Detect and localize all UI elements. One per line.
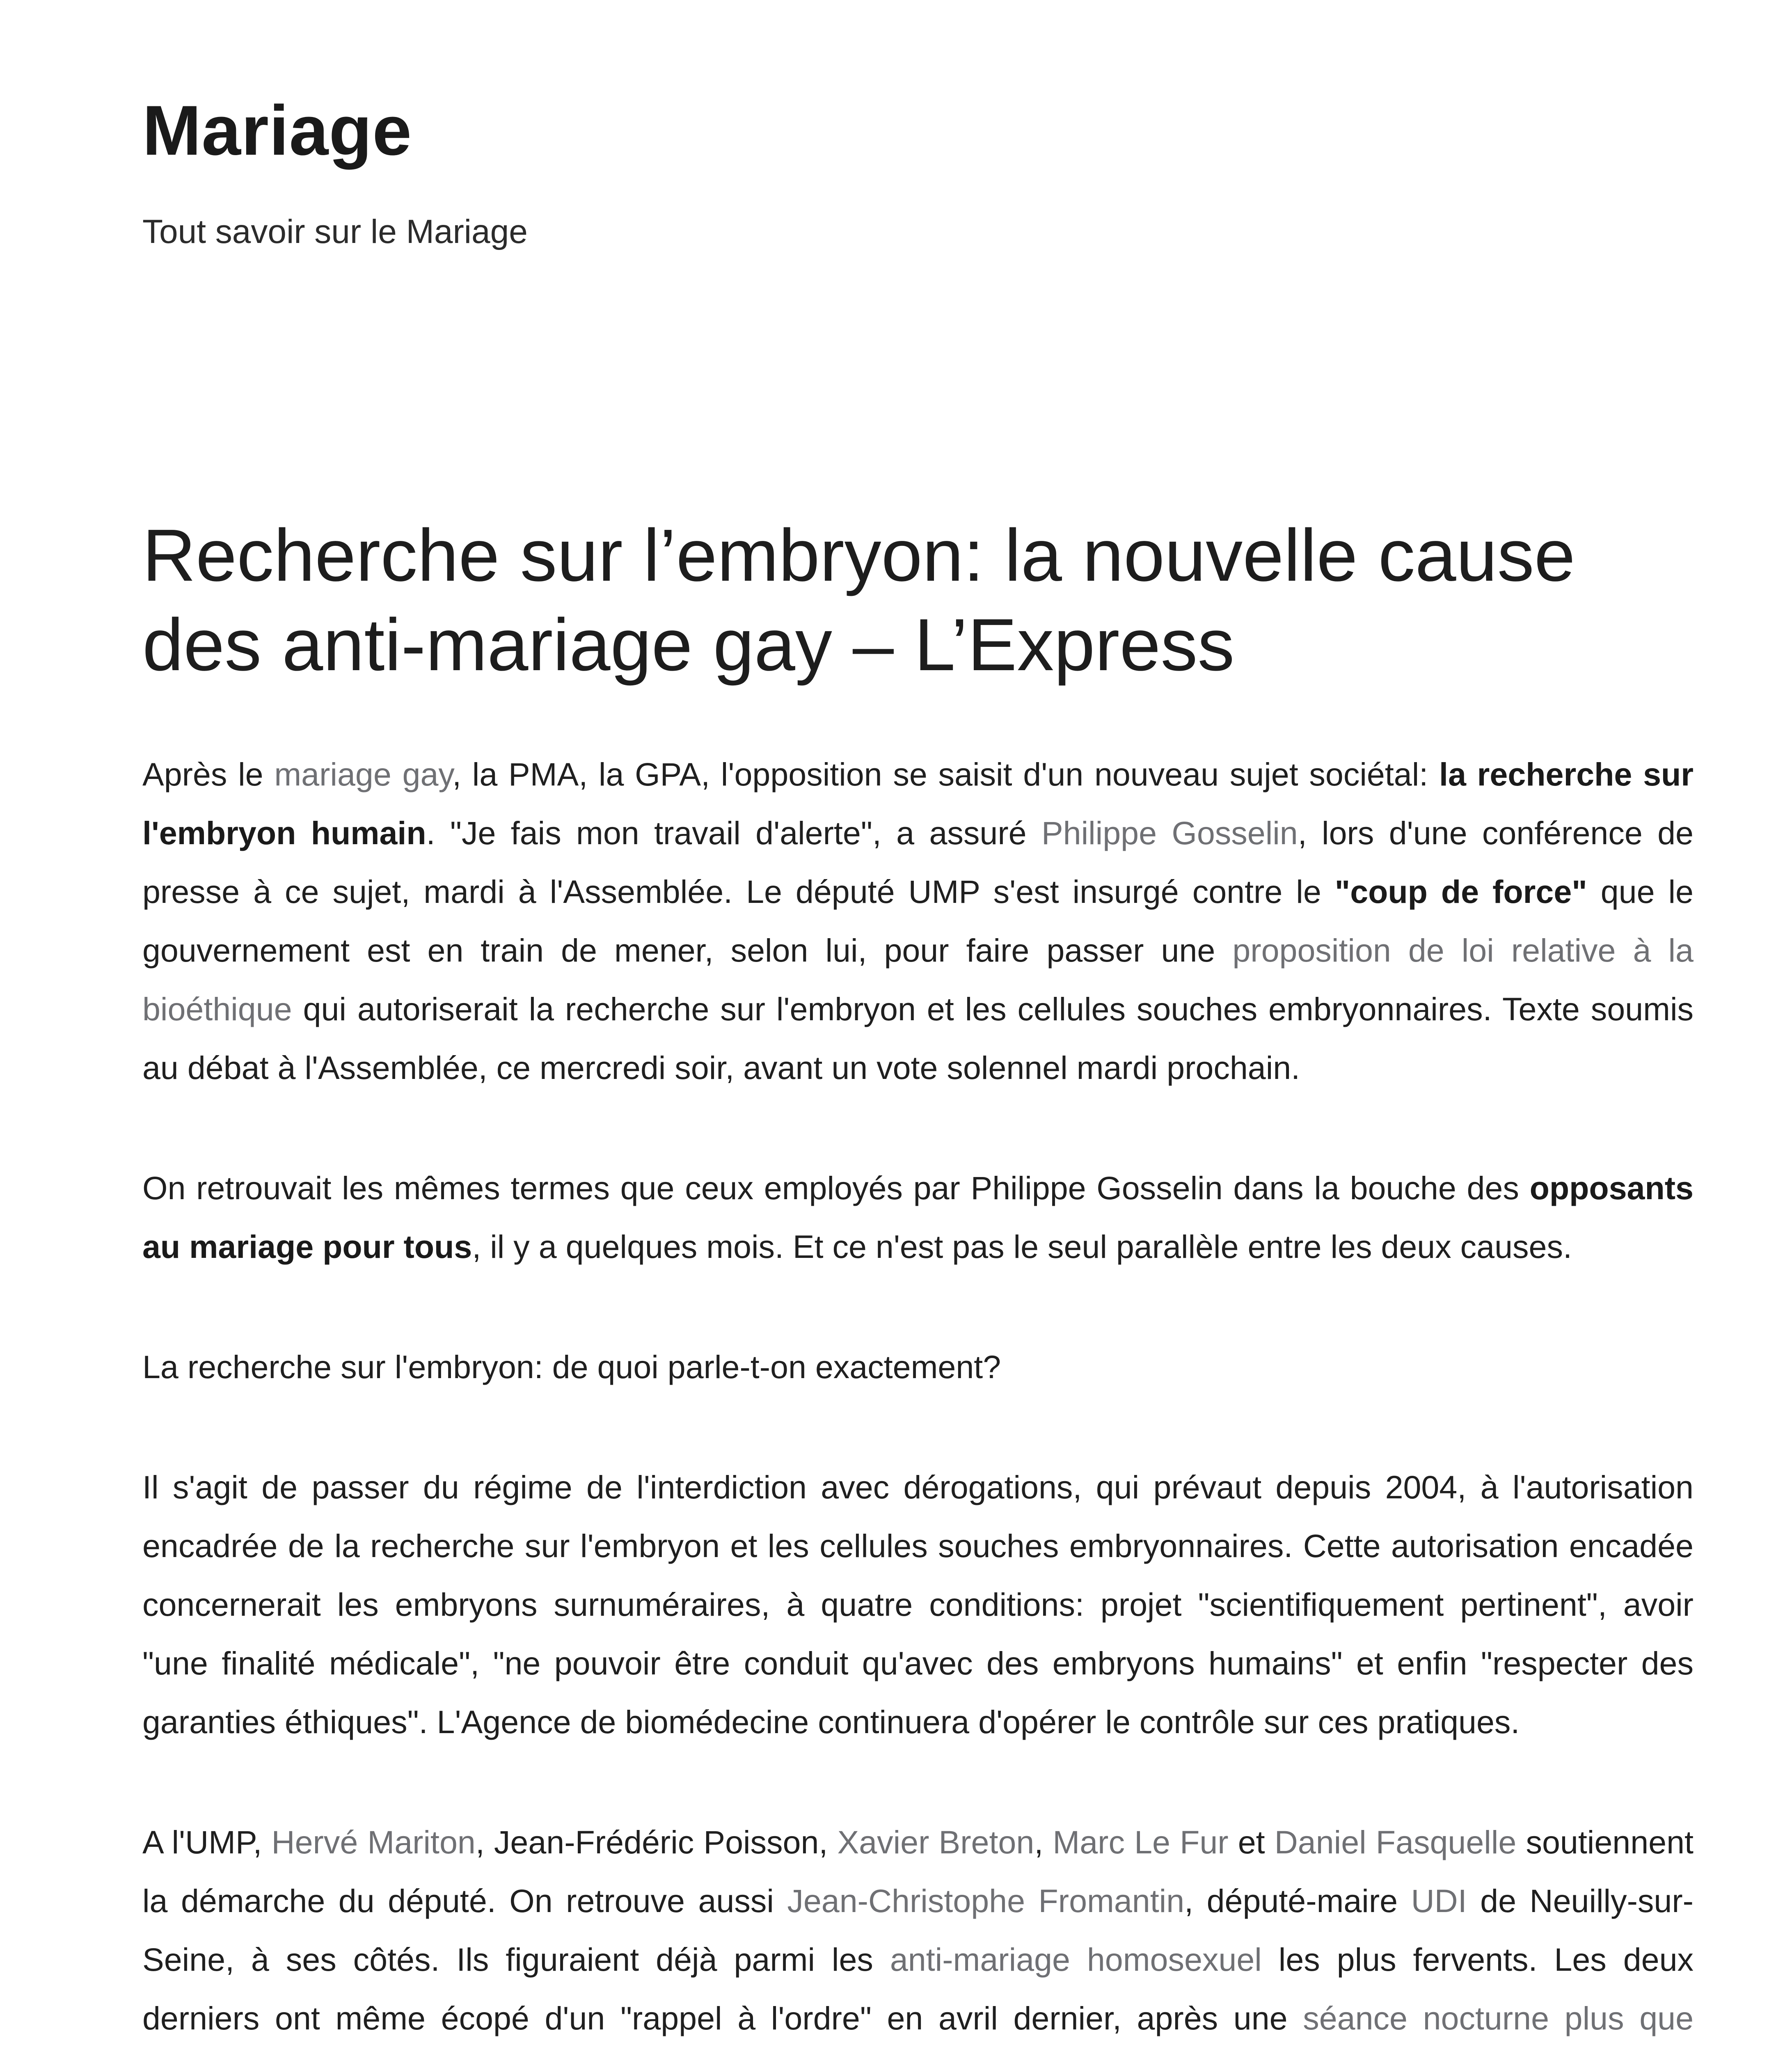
- subheading-text: La recherche sur l'embryon: de quoi parle-t-on exactement?: [142, 1349, 1001, 1385]
- article-body: [142, 745, 1694, 2052]
- site-title[interactable]: Mariage: [142, 91, 412, 170]
- paragraph-text: Après le: [142, 756, 275, 792]
- paragraph-text: , lors d'une conférence de presse à ce sujet, mardi à l'Assemblée. Le député UMP s'est insurgé contre le: [142, 815, 1694, 910]
- paragraph-text: . "Je fais mon travail d'alerte", a assuré: [426, 815, 1041, 851]
- paragraph-text: , député-maire: [1184, 1883, 1411, 1919]
- paragraph-text: de Neuilly-sur-Seine, à ses côtés. Ils figuraient déjà parmi les: [142, 1883, 1694, 1978]
- paragraph-text: qui autoriserait la recherche sur l'embryon et les cellules souches embryonnaires. Texte soumis au débat à l'Assemblée, ce mercredi soir, avant un vote solennel mardi prochain.: [142, 991, 1694, 1086]
- paragraph-1: [142, 745, 1694, 1097]
- link-udi[interactable]: UDI: [1411, 1883, 1467, 1919]
- article-title[interactable]: Recherche sur l’embryon: la nouvelle cause des anti-mariage gay – L’Express: [142, 514, 1575, 686]
- paragraph-text: que le gouvernement est en train de mener, selon lui, pour faire passer une: [142, 873, 1694, 969]
- link-daniel-fasquelle[interactable]: Daniel Fasquelle: [1274, 1824, 1517, 1860]
- paragraph-text: soutiennent la démarche du député. On retrouve aussi: [142, 1824, 1694, 1919]
- link-seance-nocturne[interactable]: séance nocturne plus que: [1303, 2000, 1694, 2036]
- site-tagline: Tout savoir sur le Mariage: [142, 213, 528, 250]
- paragraph-text: , la PMA, la GPA, l'opposition se saisit d'un nouveau sujet sociétal:: [452, 756, 1439, 792]
- paragraph-5: [142, 1813, 1694, 2052]
- bold-text: opposants au mariage pour tous: [142, 1170, 1694, 1265]
- link-xavier-breton[interactable]: Xavier Breton: [837, 1824, 1034, 1860]
- link-marc-le-fur[interactable]: Marc Le Fur: [1053, 1824, 1229, 1860]
- link-proposition-de-loi[interactable]: proposition de loi relative à la bioéthique: [142, 932, 1694, 1027]
- paragraph-text: A l'UMP,: [142, 1824, 272, 1860]
- paragraph-2: [142, 1159, 1694, 1276]
- paragraph-3: [142, 1337, 1694, 1396]
- link-herve-mariton[interactable]: Hervé Mariton: [271, 1824, 476, 1860]
- paragraph-text: et: [1228, 1824, 1275, 1860]
- paragraph-text: les plus fervents. Les deux derniers ont même écopé d'un "rappel à l'ordre" en avril dernier, après une: [142, 1941, 1694, 2036]
- bold-text: la recherche sur l'embryon humain: [142, 756, 1694, 851]
- link-philippe-gosselin[interactable]: Philippe Gosselin: [1041, 815, 1298, 851]
- link-jean-christophe-fromantin[interactable]: Jean-Christophe Fromantin: [787, 1883, 1185, 1919]
- link-mariage-gay[interactable]: mariage gay: [274, 756, 453, 792]
- paragraph-text: ,: [1034, 1824, 1053, 1860]
- paragraph-text: , il y a quelques mois. Et ce n'est pas le seul parallèle entre les deux causes.: [472, 1228, 1572, 1265]
- paragraph-text: , Jean-Frédéric Poisson,: [475, 1824, 838, 1860]
- link-anti-mariage-homosexuel[interactable]: anti-mariage homosexuel: [890, 1941, 1262, 1978]
- bold-text: "coup de force": [1334, 873, 1587, 910]
- paragraph-text: On retrouvait les mêmes termes que ceux employés par Philippe Gosselin dans la bouche des: [142, 1170, 1530, 1206]
- paragraph-text: Il s'agit de passer du régime de l'interdiction avec dérogations, qui prévaut depuis 2004, à l'autorisation encadrée de la recherche sur l'embryon et les cellules souches embryonnaires. Cette autorisation encadée concernerait les embryons surnuméraires, à quatre conditions: projet "scientifiquement pertinent", avoir "une finalité médicale", "ne pouvoir être conduit qu'avec des embryons humains" et enfin "respecter des garanties éthiques". L'Agence de biomédecine continuera d'opérer le contrôle sur ces pratiques.: [142, 1469, 1694, 1740]
- paragraph-4: [142, 1458, 1694, 1751]
